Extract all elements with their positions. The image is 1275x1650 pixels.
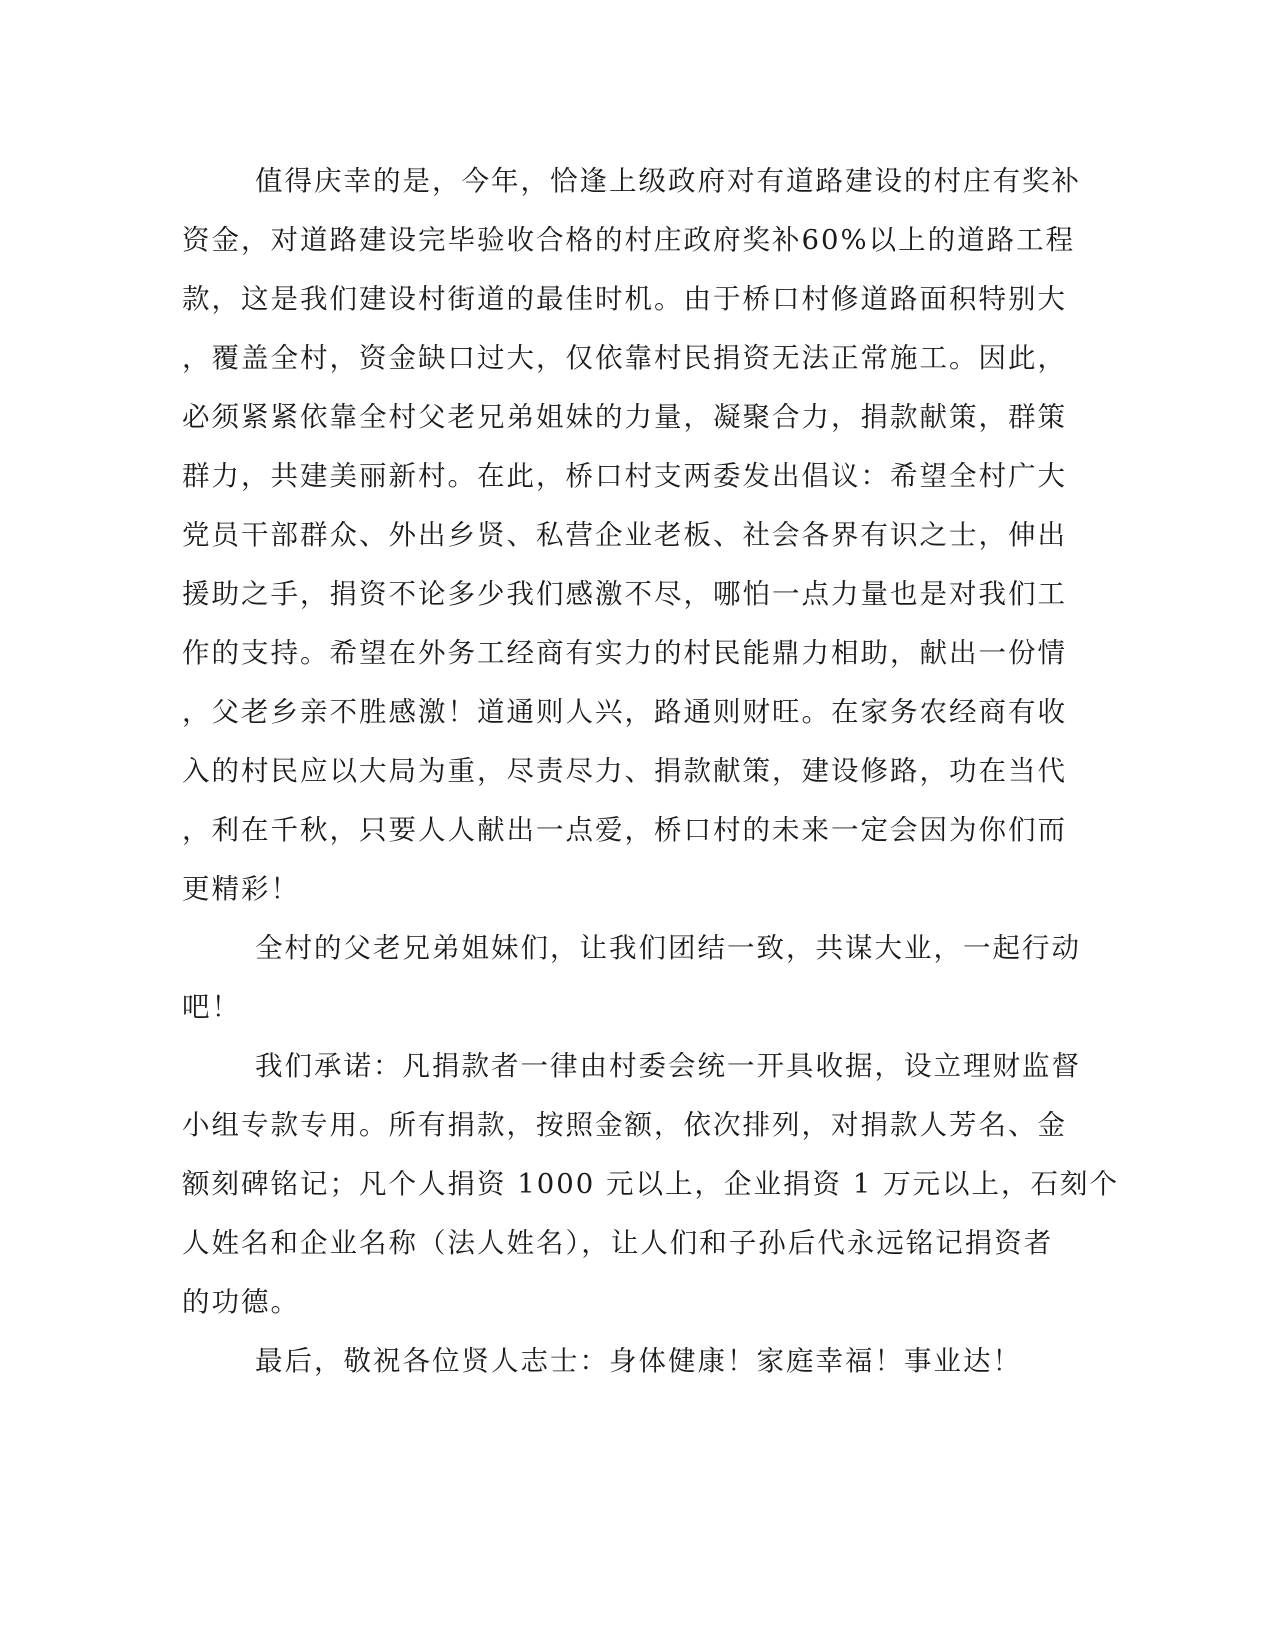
text-line: 最后，敬祝各位贤人志士：身体健康！家庭幸福！事业达！ bbox=[255, 1345, 1022, 1377]
text-line: 全村的父老兄弟姐妹们，让我们团结一致，共谋大业，一起行动 bbox=[255, 932, 1081, 964]
text-line: 款，这是我们建设村街道的最佳时机。由于桥口村修道路面积特别大 bbox=[182, 283, 1067, 315]
text-line: 资金，对道路建设完毕验收合格的村庄政府奖补60%以上的道路工程 bbox=[182, 224, 1076, 256]
text-line: 群力，共建美丽新村。在此，桥口村支两委发出倡议：希望全村广大 bbox=[182, 460, 1067, 492]
document-body bbox=[182, 152, 1119, 1391]
text-line: 值得庆幸的是，今年，恰逢上级政府对有道路建设的村庄有奖补 bbox=[255, 165, 1081, 197]
text-line: 党员干部群众、外出乡贤、私营企业老板、社会各界有识之士，伸出 bbox=[182, 519, 1067, 551]
text-line: 的功德。 bbox=[182, 1286, 300, 1318]
text-line: ，父老乡亲不胜感激！道通则人兴，路通则财旺。在家务农经商有收 bbox=[182, 696, 1067, 728]
text-line: 额刻碑铭记；凡个人捐资 1000 元以上，企业捐资 1 万元以上，石刻个 bbox=[182, 1168, 1119, 1200]
text-line: 人姓名和企业名称（法人姓名），让人们和子孙后代永远铭记捐资者 bbox=[182, 1227, 1054, 1259]
text-line: ，覆盖全村，资金缺口过大，仅依靠村民捐资无法正常施工。因此， bbox=[182, 342, 1067, 374]
text-line: ，利在千秋，只要人人献出一点爱，桥口村的未来一定会因为你们而 bbox=[182, 814, 1067, 846]
paragraph-funding-appeal bbox=[182, 152, 1081, 919]
paragraph-call-to-action bbox=[182, 919, 1081, 1037]
text-line: 作的支持。希望在外务工经商有实力的村民能鼎力相助，献出一份情 bbox=[182, 637, 1067, 669]
text-line: 小组专款专用。所有捐款，按照金额，依次排列，对捐款人芳名、金 bbox=[182, 1109, 1067, 1141]
text-line: 更精彩！ bbox=[182, 873, 300, 905]
text-line: 必须紧紧依靠全村父老兄弟姐妹的力量，凝聚合力，捐款献策，群策 bbox=[182, 401, 1067, 433]
text-line: 援助之手，捐资不论多少我们感激不尽，哪怕一点力量也是对我们工 bbox=[182, 578, 1067, 610]
text-line: 入的村民应以大局为重，尽责尽力、捐款献策，建设修路，功在当代 bbox=[182, 755, 1067, 787]
paragraph-closing-wishes bbox=[182, 1332, 1052, 1391]
text-line: 我们承诺：凡捐款者一律由村委会统一开具收据，设立理财监督 bbox=[255, 1050, 1081, 1082]
paragraph-commitment bbox=[182, 1037, 1119, 1332]
text-line: 吧！ bbox=[182, 991, 241, 1023]
